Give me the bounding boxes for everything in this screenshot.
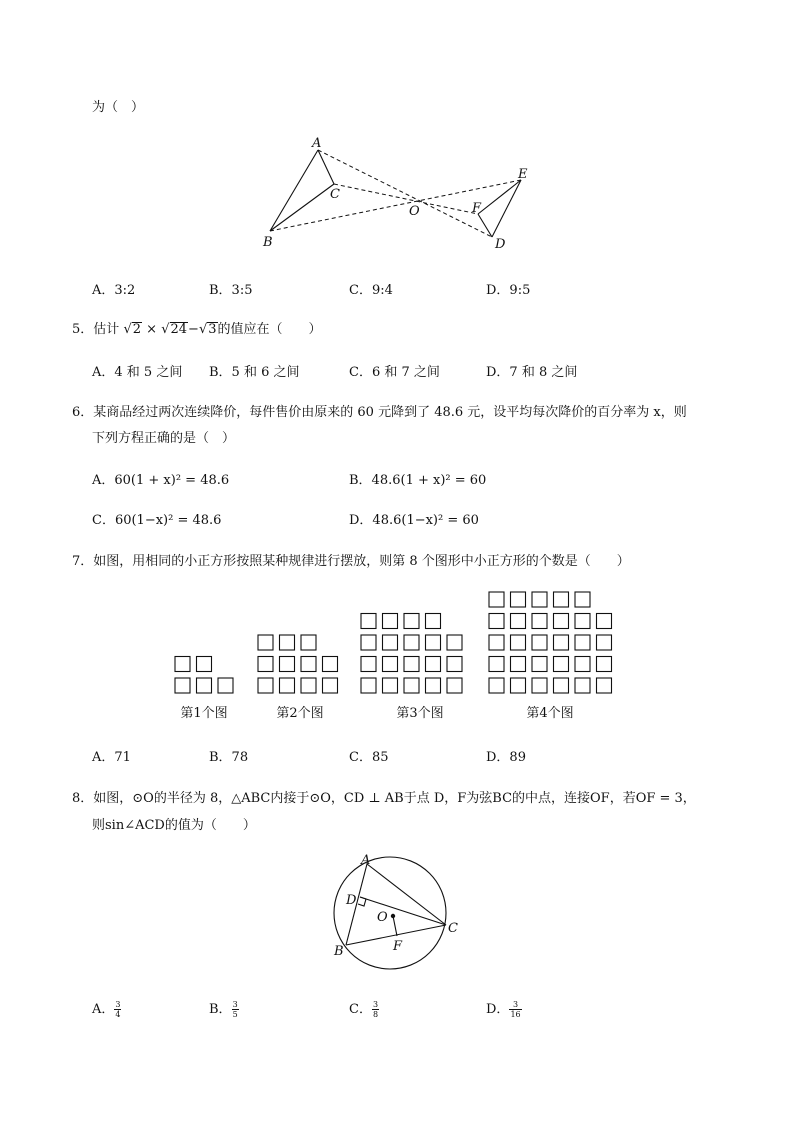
q8-circle-o — [334, 857, 446, 969]
q8-label-b: B — [334, 944, 344, 959]
q8-option-b-fraction: $\frac{3}{5}$ — [232, 1000, 238, 1019]
q8-label-o: O — [377, 910, 388, 925]
q7-option-b: B．78 — [209, 750, 249, 765]
q7-option-a: A．71 — [92, 750, 131, 765]
q7-option-c: C．85 — [349, 750, 389, 765]
q8-line1: 8．如图，⊙O的半径为 8，△ABC内接于⊙O，CD ⊥ AB于点 D，F为弦BC的中点，连接OF，若OF = 3， — [72, 791, 696, 806]
q5-option-b: B．5 和 6 之间 — [209, 365, 300, 380]
q8-option-a-fraction: $\frac{3}{4}$ — [115, 1000, 121, 1019]
q5-sqrt-3: √3 — [198, 322, 217, 337]
q6-option-b: B．48.6(1 + x)² = 60 — [349, 473, 487, 488]
q6-line2: 下列方程正确的是（ ） — [92, 431, 236, 446]
q8-line2: 则sin∠ACD的值为（ ） — [92, 818, 256, 833]
q4-label-c: C — [330, 187, 340, 202]
q7-caption-2: 第2个图 — [276, 706, 324, 721]
q8-option-d: D． $\frac{3}{16}$ — [486, 1000, 521, 1019]
q5-times: × — [146, 322, 158, 337]
q5-minus: − — [188, 322, 199, 337]
q5-sqrt-24: √24 — [161, 322, 188, 337]
q8-segment-cd — [360, 897, 446, 925]
q4-label-b: B — [263, 235, 273, 250]
q8-option-b: B． $\frac{3}{5}$ — [209, 1000, 238, 1019]
q4-label-f: F — [472, 201, 482, 216]
q5-prefix: 估计 — [93, 322, 120, 337]
q4-option-d: D．9:5 — [486, 283, 531, 298]
q8-center-dot — [391, 914, 395, 918]
q8-label-f: F — [393, 939, 403, 954]
q8-option-d-fraction: $\frac{3}{16}$ — [510, 1000, 521, 1019]
q4-option-b: B．3:5 — [209, 283, 253, 298]
q8-label-d: D — [346, 893, 357, 908]
q4-label-e: E — [518, 167, 528, 182]
q4-option-a: A．3:2 — [92, 283, 136, 298]
q6-option-d: D．48.6(1−x)² = 60 — [349, 513, 479, 528]
q4-label-a: A — [312, 136, 322, 151]
q5-suffix: 的值应在（ ） — [217, 322, 322, 337]
q8-label-a: A — [361, 853, 371, 868]
q5-sqrt-2: √2 — [123, 322, 142, 337]
q8-option-a: A． $\frac{3}{4}$ — [92, 1000, 121, 1019]
q7-caption-1: 第1个图 — [180, 706, 228, 721]
q7-caption-4: 第4个图 — [526, 706, 574, 721]
q6-option-c: C．60(1−x)² = 48.6 — [92, 513, 222, 528]
q8-label-c: C — [448, 921, 458, 936]
q4-label-o: O — [409, 204, 420, 219]
q6-line1: 6．某商品经过两次连续降价，每件售价由原来的 60 元降到了 48.6 元，设平均每次降价的百分率为 x，则 — [72, 405, 687, 420]
q8-right-angle-mark — [358, 897, 366, 906]
q5-option-d: D．7 和 8 之间 — [486, 365, 578, 380]
q8-option-c-fraction: $\frac{3}{8}$ — [372, 1000, 379, 1019]
q7-question: 7．如图，用相同的小正方形按照某种规律进行摆放，则第 8 个图形中小正方形的个数是（ ） — [72, 554, 630, 569]
q7-option-d: D．89 — [486, 750, 526, 765]
q8-option-c: C． $\frac{3}{8}$ — [349, 1000, 379, 1019]
q4-option-c: C．9:4 — [349, 283, 393, 298]
q5-option-c: C．6 和 7 之间 — [349, 365, 440, 380]
q5-number: 5． — [72, 322, 94, 337]
q5-option-a: A．4 和 5 之间 — [92, 365, 183, 380]
q8-segment-of — [393, 916, 397, 936]
q6-option-a: A．60(1 + x)² = 48.6 — [92, 473, 230, 488]
q4-label-d: D — [495, 237, 506, 252]
q4-question-tail: 为（ ） — [92, 100, 145, 115]
q7-caption-3: 第3个图 — [396, 706, 444, 721]
